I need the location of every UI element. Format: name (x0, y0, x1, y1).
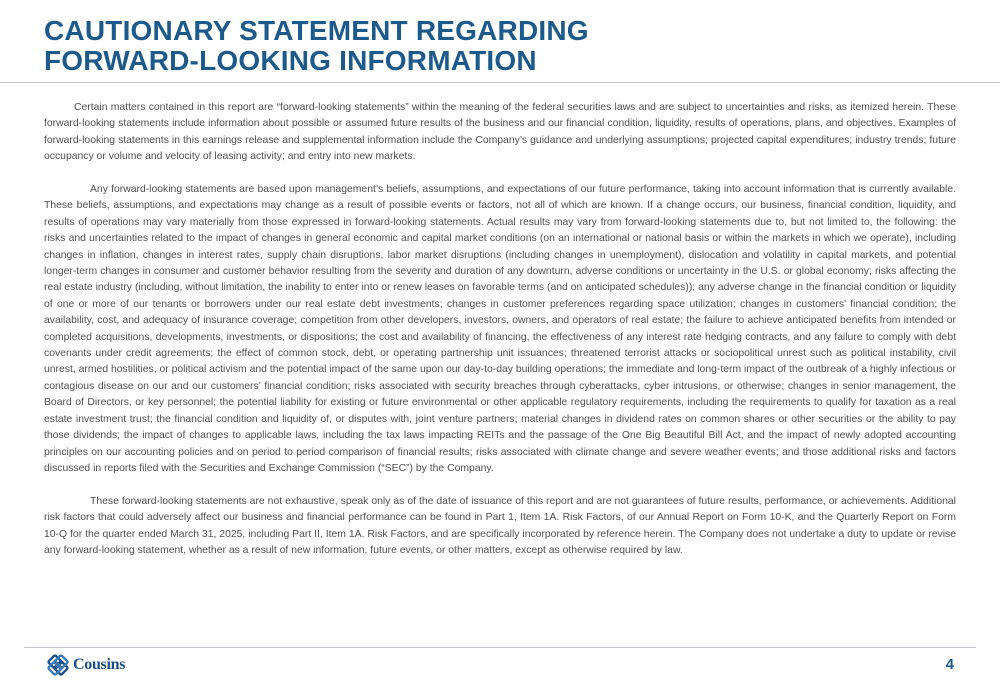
company-logo (47, 654, 125, 676)
statement-body (44, 100, 956, 576)
page-number: 4 (945, 656, 954, 673)
cousins-knot-icon (47, 654, 69, 676)
paragraph-intro: Certain matters contained in this report are “forward-looking statements” within the meaning of the federal securities laws and are subject to uncertainties and risks, as itemized herein. These forward-looking statements include information about possible or assumed future results of the business and our financial condition, liquidity, results of operations, plans, and objectives. Examples of forward-looking statements in this earnings release and supplemental information include the Company’s guidance and underlying assumptions; projected capital expenditures; industry trends; future occupancy or volume and velocity of leasing activity; and entry into new markets. (44, 102, 956, 163)
paragraph-disclaimer: These forward-looking statements are not exhaustive, speak only as of the date of issuance of this report and are not guarantees of future results, performance, or achievements. Additional risk factors that could adversely affect our business and financial performance can be found in Part 1, Item 1A. Risk Factors, of our Annual Report on Form 10-K, and the Quarterly Report on Form 10-Q for the quarter ended March 31, 2025, including Part II, Item 1A. Risk Factors, and are specifically incorporated by reference herein. The Company does not undertake a duty to update or revise any forward-looking statement, whether as a result of new information, future events, or other matters, except as otherwise required by law. (44, 495, 956, 556)
paragraph-risk-factors: Any forward-looking statements are based upon management’s beliefs, assumptions, and expectations of our future performance, taking into account information that is currently available. These beliefs, assumptions, and expectations may change as a result of possible events or factors, not all of which are known. If a change occurs, our business, financial condition, liquidity, and results of operations may vary materially from those expressed in forward-looking statements. Actual results may vary from forward-looking statements due to, but not limited to, the following: the risks and uncertainties related to the impact of changes in general economic and capital market conditions (on an international or national basis or within the markets in which we operate), including changes in inflation, changes in interest rates, supply chain disruptions, labor market disruptions (including changes in unemployment), dislocation and volatility in capital markets, and potential longer-term changes in consumer and customer behavior resulting from the severity and duration of any downturn, adverse conditions or uncertainty in the U.S. or global economy; risks affecting the real estate industry (including, without limitation, the inability to enter into or renew leases on favorable terms (and on anticipated schedules)); any adverse change in the financial condition or liquidity of one or more of our tenants or borrowers under our real estate debt investments; changes in customer preferences regarding space utilization; changes in customers’ financial condition; the availability, cost, and adequacy of insurance coverage; competition from other developers, investors, owners, and operators of real estate; the failure to achieve anticipated benefits from intended or completed acquisitions, developments, investments, or dispositions; the cost and availability of financing, the effectiveness of any interest rate hedging contracts, and any failure to comply with debt covenants under credit agreements; the effect of common stock, debt, or operating partnership unit issuances; threatened terrorist attacks or sociopolitical unrest such as political instability, civil unrest, armed hostilities, or political activism and the potential impact of the same upon our day-to-day building operations; the immediate and long-term impact of the outbreak of a highly infectious or contagious disease on our and our customers’ financial condition; risks associated with security breaches through cyberattacks, cyber intrusions, or otherwise; changes in senior management, the Board of Directors, or key personnel; the potential liability for existing or future environmental or other applicable regulatory requirements, including the requirements to qualify for taxation as a real estate investment trust; the financial condition and liquidity of, or disputes with, joint venture partners; material changes in dividend rates on common shares or other securities or the ability to pay those dividends; the impact of changes to applicable laws, including the tax laws impacting REITs and the passage of the One Big Beautiful Bill Act, and the impact of newly adopted accounting principles on our accounting policies and on period to period comparison of financial results; risks associated with climate change and severe weather events; and those additional risks and factors discussed in reports filed with the Securities and Exchange Commission (“SEC”) by the Company. (44, 184, 956, 474)
page-title (44, 16, 589, 76)
header-divider (0, 82, 1000, 83)
page-title-line-1: CAUTIONARY STATEMENT REGARDING (44, 15, 589, 46)
footer-divider (24, 647, 976, 648)
logo-wordmark: Cousins (73, 656, 126, 673)
page-title-line-2: FORWARD-LOOKING INFORMATION (44, 45, 537, 76)
